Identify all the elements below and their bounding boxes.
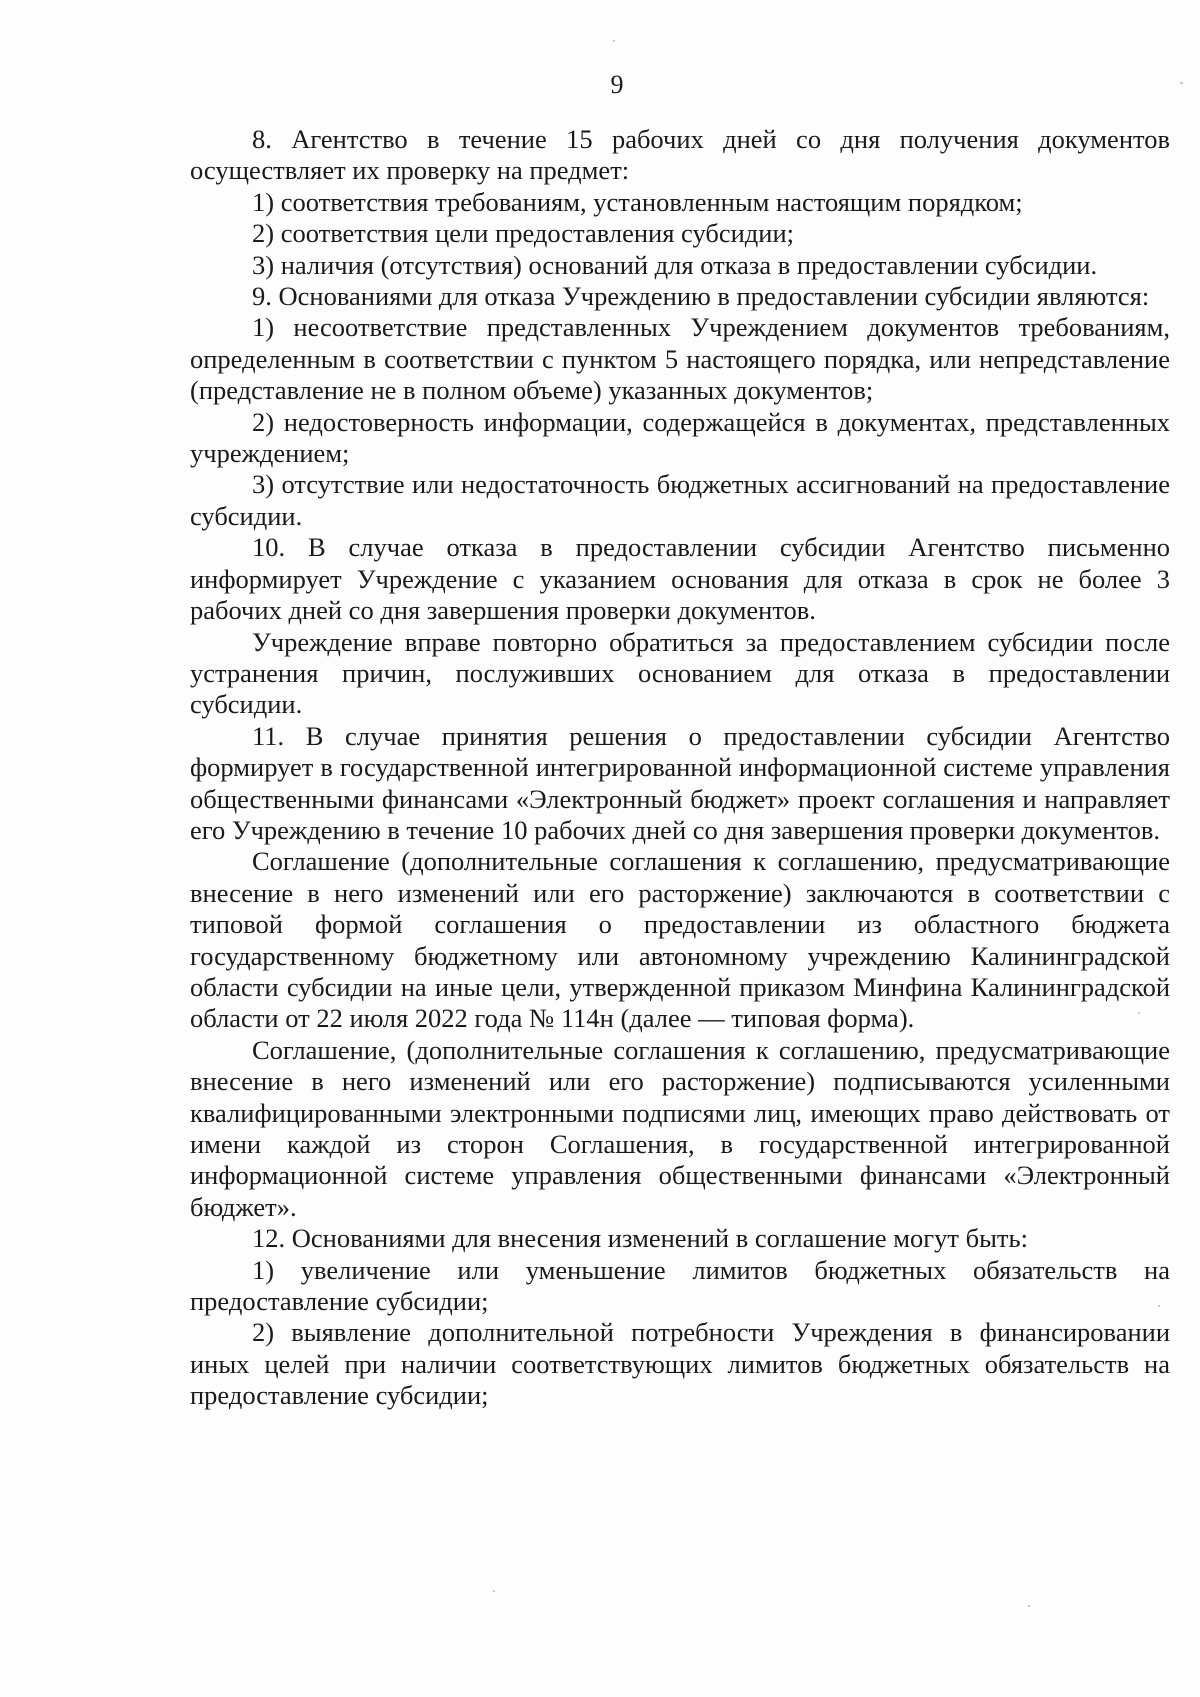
scan-speck bbox=[613, 40, 615, 42]
paragraph-8-item-1: 1) соответствия требованиям, установленным настоящим порядком; bbox=[252, 186, 1023, 217]
paragraph-8-item-2: 2) соответствия цели предоставления субсидии; bbox=[252, 218, 794, 249]
paragraph-8: 8. Агентство в течение 15 рабочих дней со дня получения документов осуществляет их проверку на предмет: bbox=[190, 124, 1170, 186]
paragraph-10: 10. В случае отказа в предоставлении субсидии Агентство письменно информирует Учреждение с указанием основания для отказа в срок не более 3 рабочих дней со дня завершения проверки документов. bbox=[190, 532, 1170, 626]
paragraph-10-second: Учреждение вправе повторно обратиться за предоставлением субсидии после устранения причин, послуживших основанием для отказа в предоставлении субсидии. bbox=[190, 626, 1170, 720]
paragraph-9-item-2: 2) недостоверность информации, содержащейся в документах, представленных учреждением; bbox=[190, 406, 1170, 469]
scan-speck bbox=[1138, 1012, 1140, 1014]
paragraph-12: 12. Основаниями для внесения изменений в соглашение могут быть: bbox=[252, 1223, 1028, 1254]
paragraph-9-item-3: 3) отсутствие или недостаточность бюджетных ассигнований на предоставление субсидии. bbox=[190, 469, 1170, 531]
paragraph-8-item-3: 3) наличия (отсутствия) оснований для отказа в предоставлении субсидии. bbox=[252, 249, 1098, 280]
paragraph-12-item-1: 1) увеличение или уменьшение лимитов бюджетных обязательств на предоставление субсидии; bbox=[190, 1254, 1170, 1317]
scan-speck bbox=[1028, 1605, 1030, 1607]
paragraph-11-signing: Соглашение, (дополнительные соглашения к соглашению, предусматривающие внесение в него изменений или его расторжение) подписываются усиленными квалифицированными электронными подписями лиц, имеющих право действовать от имени каждой из сторон Соглашения, в государственной интегрированной информационной системе управления общественными финансами «Электронный бюджет». bbox=[190, 1034, 1170, 1222]
scan-speck bbox=[1180, 82, 1183, 84]
paragraph-9-item-1: 1) несоответствие представленных Учреждением документов требованиям, определенным в соответствии с пунктом 5 настоящего порядка, или непредставление (представление не в полном объеме) указанных документов; bbox=[190, 312, 1170, 406]
document-body bbox=[190, 124, 1170, 1412]
paragraph-11-agreement: Соглашение (дополнительные соглашения к соглашению, предусматривающие внесение в него изменений или его расторжение) заключаются в соответствии с типовой формой соглашения о предоставлении из областного бюджета государственному бюджетному или автономному учреждению Калининградской области субсидии на иные цели, утвержденной приказом Минфина Калининградской области от 22 июля 2022 года № 114н (далее — типовая форма). bbox=[190, 846, 1170, 1034]
paragraph-12-item-2: 2) выявление дополнительной потребности Учреждения в финансировании иных целей при наличии соответствующих лимитов бюджетных обязательств на предоставление субсидии; bbox=[190, 1317, 1170, 1411]
page-number: 9 bbox=[610, 70, 624, 99]
paragraph-9: 9. Основаниями для отказа Учреждению в предоставлении субсидии являются: bbox=[252, 281, 1150, 312]
scan-speck bbox=[493, 1590, 495, 1592]
scan-speck bbox=[1158, 1305, 1160, 1307]
paragraph-11: 11. В случае принятия решения о предоставлении субсидии Агентство формирует в государственной интегрированной информационной системе управления общественными финансами «Электронный бюджет» проект соглашения и направляет его Учреждению в течение 10 рабочих дней со дня завершения проверки документов. bbox=[190, 720, 1170, 845]
